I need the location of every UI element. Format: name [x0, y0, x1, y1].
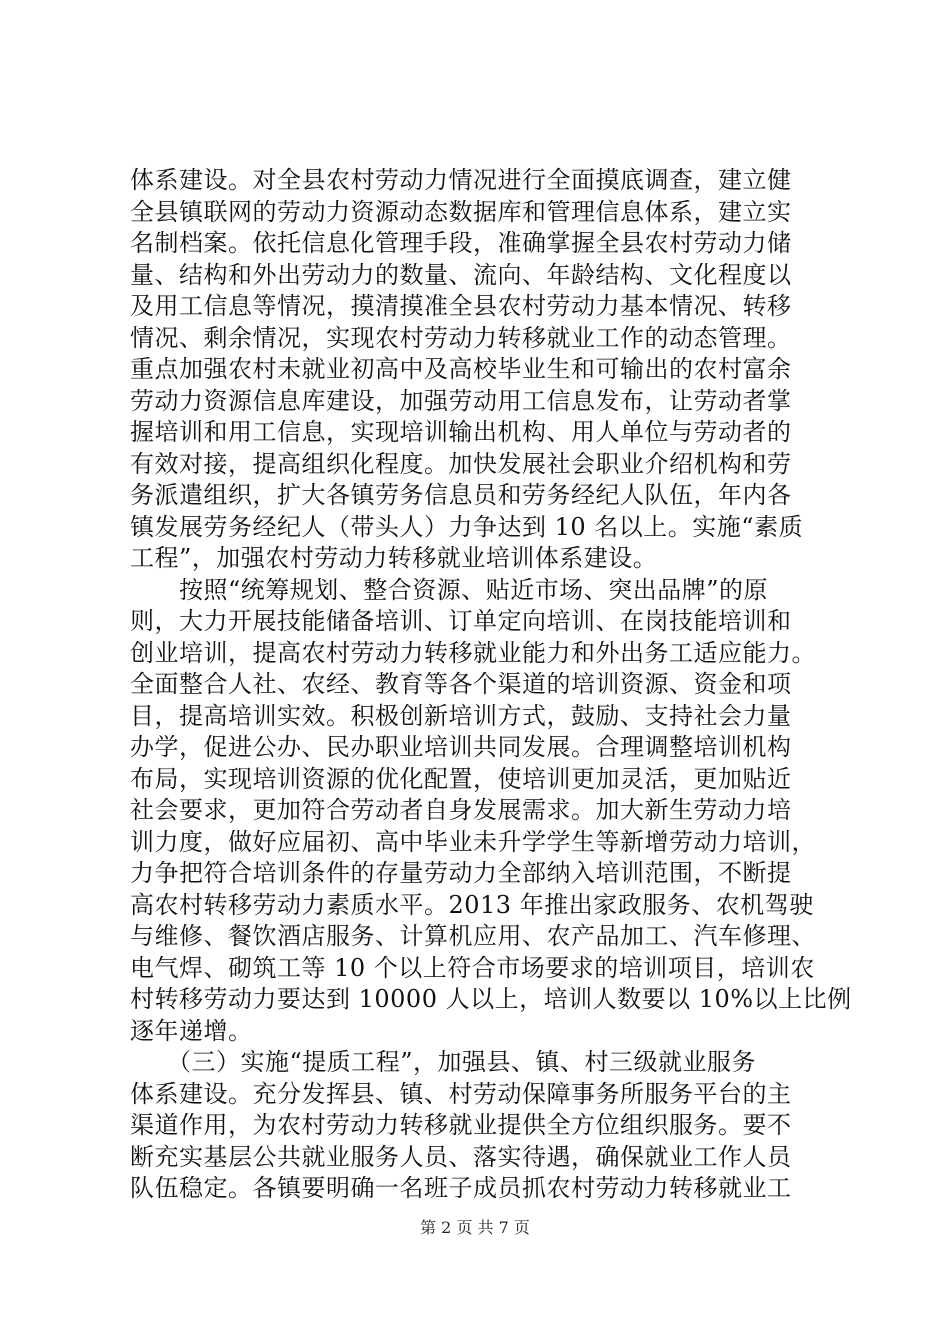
text-line: 名制档案。依托信息化管理手段，准确掌握全县农村劳动力储 — [130, 229, 792, 257]
text-line: 社会要求，更加符合劳动者自身发展需求。加大新生劳动力培 — [130, 796, 792, 824]
text-line: 断充实基层公共就业服务人员、落实待遇，确保就业工作人员 — [130, 1142, 792, 1171]
text-line: 队伍稳定。各镇要明确一名班子成员抓农村劳动力转移就业工 — [130, 1174, 792, 1202]
page-number-footer: 第 2 页 共 7 页 — [420, 1218, 530, 1237]
text-line: 体系建设。充分发挥县、镇、村劳动保障事务所服务平台的主 — [130, 1079, 792, 1108]
text-line: 情况、剩余情况，实现农村劳动力转移就业工作的动态管理。 — [130, 323, 792, 352]
text-line: 布局，实现培训资源的优化配置，使培训更加灵活，更加贴近 — [130, 764, 792, 793]
text-line: 全面整合人社、农经、教育等各个渠道的培训资源、资金和项 — [130, 670, 792, 698]
text-line: 及用工信息等情况，摸清摸准全县农村劳动力基本情况、转移 — [130, 292, 792, 320]
text-line: 与维修、餐饮酒店服务、计算机应用、农产品加工、汽车修理、 — [130, 922, 816, 950]
text-line: 办学，促进公办、民办职业培训共同发展。合理调整培训机构 — [130, 733, 792, 761]
text-line: 渠道作用，为农村劳动力转移就业提供全方位组织服务。要不 — [130, 1111, 792, 1139]
text-line: 全县镇联网的劳动力资源动态数据库和管理信息体系，建立实 — [130, 197, 792, 226]
text-line: 按照“统筹规划、整合资源、贴近市场、突出品牌”的原 — [130, 575, 769, 604]
text-line: （三）实施“提质工程”，加强县、镇、村三级就业服务 — [130, 1048, 757, 1076]
text-line: 工程”，加强农村劳动力转移就业培训体系建设。 — [130, 544, 658, 572]
text-line: 电气焊、砌筑工等 10 个以上符合市场要求的培训项目，培训农 — [130, 953, 815, 982]
text-line: 创业培训，提高农村劳动力转移就业能力和外出务工适应能力。 — [130, 638, 816, 667]
document-body — [130, 165, 852, 1205]
text-line: 高农村转移劳动力素质水平。2013 年推出家政服务、农机驾驶 — [130, 890, 814, 919]
text-line: 握培训和用工信息，实现培训输出机构、用人单位与劳动者的 — [130, 418, 792, 446]
text-line: 劳动力资源信息库建设，加强劳动用工信息发布，让劳动者掌 — [130, 386, 792, 415]
text-line: 力争把符合培训条件的存量劳动力全部纳入培训范围，不断提 — [130, 859, 792, 887]
text-line: 镇发展劳务经纪人（带头人）力争达到 10 名以上。实施“素质 — [130, 512, 804, 541]
text-line: 逐年递增。 — [130, 1016, 253, 1045]
text-line: 务派遣组织，扩大各镇劳务信息员和劳务经纪人队伍，年内各 — [130, 481, 792, 509]
text-line: 体系建设。对全县农村劳动力情况进行全面摸底调查，建立健 — [130, 166, 792, 194]
text-line: 量、结构和外出劳动力的数量、流向、年龄结构、文化程度以 — [130, 260, 792, 289]
text-line: 有效对接，提高组织化程度。加快发展社会职业介绍机构和劳 — [130, 449, 792, 478]
text-line: 则，大力开展技能储备培训、订单定向培训、在岗技能培训和 — [130, 607, 792, 635]
text-line: 村转移劳动力要达到 10000 人以上，培训人数要以 10%以上比例 — [130, 985, 852, 1013]
text-line: 重点加强农村未就业初高中及高校毕业生和可输出的农村富余 — [130, 355, 792, 383]
text-line: 目，提高培训实效。积极创新培训方式，鼓励、支持社会力量 — [130, 701, 792, 730]
text-line: 训力度，做好应届初、高中毕业未升学学生等新增劳动力培训， — [130, 827, 816, 856]
